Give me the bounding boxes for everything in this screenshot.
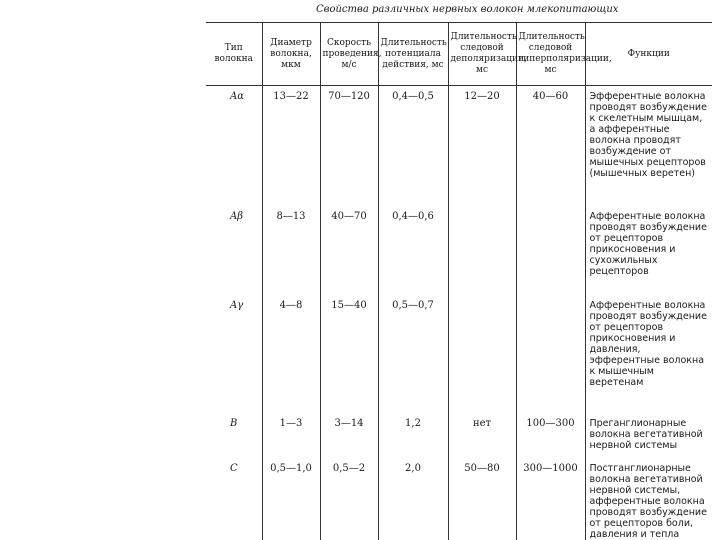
cell-ap-duration: 0,4—0,6 bbox=[378, 206, 448, 295]
cell-type: Aα bbox=[206, 86, 262, 207]
cell-hyperpol bbox=[516, 206, 585, 295]
cell-ap-duration: 0,4—0,5 bbox=[378, 86, 448, 207]
header-diameter: Диаметр волокна, мкм bbox=[262, 23, 320, 86]
cell-hyperpol: 100—300 bbox=[516, 413, 585, 458]
cell-diameter: 8—13 bbox=[262, 206, 320, 295]
cell-depol: нет bbox=[448, 413, 516, 458]
cell-diameter: 13—22 bbox=[262, 86, 320, 207]
header-ap-duration: Длительность потенциала действия, мс bbox=[378, 23, 448, 86]
header-type: Тип волокна bbox=[206, 23, 262, 86]
cell-diameter: 0,5—1,0 bbox=[262, 458, 320, 540]
cell-type: C bbox=[206, 458, 262, 540]
table-row bbox=[206, 86, 712, 207]
cell-function: Афферентные волокна проводят возбуждение от рецепторов прикосновения и давления, эфферентные волокна к мышечным веретенам bbox=[589, 300, 707, 388]
cell-hyperpol: 40—60 bbox=[516, 86, 585, 207]
cell-type: Aβ bbox=[206, 206, 262, 295]
cell-diameter: 1—3 bbox=[262, 413, 320, 458]
cell-function: Афферентные волокна проводят возбуждение от рецепторов прикосновения и сухожильных рецепторов bbox=[589, 211, 707, 277]
cell-hyperpol: 300—1000 bbox=[516, 458, 585, 540]
cell-function: Постганглионарные волокна вегетативной нервной системы, афферентные волокна проводят возбуждение от рецепторов боли, давления и тепла bbox=[589, 463, 707, 540]
cell-ap-duration: 2,0 bbox=[378, 458, 448, 540]
header-row bbox=[206, 23, 712, 86]
cell-speed: 40—70 bbox=[320, 206, 378, 295]
header-hyperpol: Длительность следовой гиперполяризации, мс bbox=[516, 23, 585, 86]
cell-diameter: 4—8 bbox=[262, 295, 320, 413]
cell-depol: 12—20 bbox=[448, 86, 516, 207]
table-row bbox=[206, 458, 712, 540]
cell-type: B bbox=[206, 413, 262, 458]
cell-ap-duration: 1,2 bbox=[378, 413, 448, 458]
cell-hyperpol bbox=[516, 295, 585, 413]
header-speed: Скорость проведения, м/с bbox=[320, 23, 378, 86]
table-row bbox=[206, 295, 712, 413]
cell-speed: 3—14 bbox=[320, 413, 378, 458]
header-depol: Длительность следовой деполяризации, мс bbox=[448, 23, 516, 86]
cell-ap-duration: 0,5—0,7 bbox=[378, 295, 448, 413]
cell-function: Эфферентные волокна проводят возбуждение к скелетным мышцам, а афферентные волокна проводят возбуждение от мышечных рецепторов (мышечных веретен) bbox=[589, 91, 707, 179]
cell-type: Aγ bbox=[206, 295, 262, 413]
table-row bbox=[206, 206, 712, 295]
cell-speed: 0,5—2 bbox=[320, 458, 378, 540]
cell-speed: 70—120 bbox=[320, 86, 378, 207]
cell-depol: 50—80 bbox=[448, 458, 516, 540]
cell-depol bbox=[448, 206, 516, 295]
table-row bbox=[206, 413, 712, 458]
fiber-properties-table bbox=[206, 22, 712, 540]
cell-depol bbox=[448, 295, 516, 413]
cell-function: Преганглионарные волокна вегетативной нервной системы bbox=[589, 418, 703, 451]
table-caption: Свойства различных нервных волокон млекопитающих bbox=[316, 4, 619, 15]
header-function: Функции bbox=[627, 48, 670, 59]
cell-speed: 15—40 bbox=[320, 295, 378, 413]
